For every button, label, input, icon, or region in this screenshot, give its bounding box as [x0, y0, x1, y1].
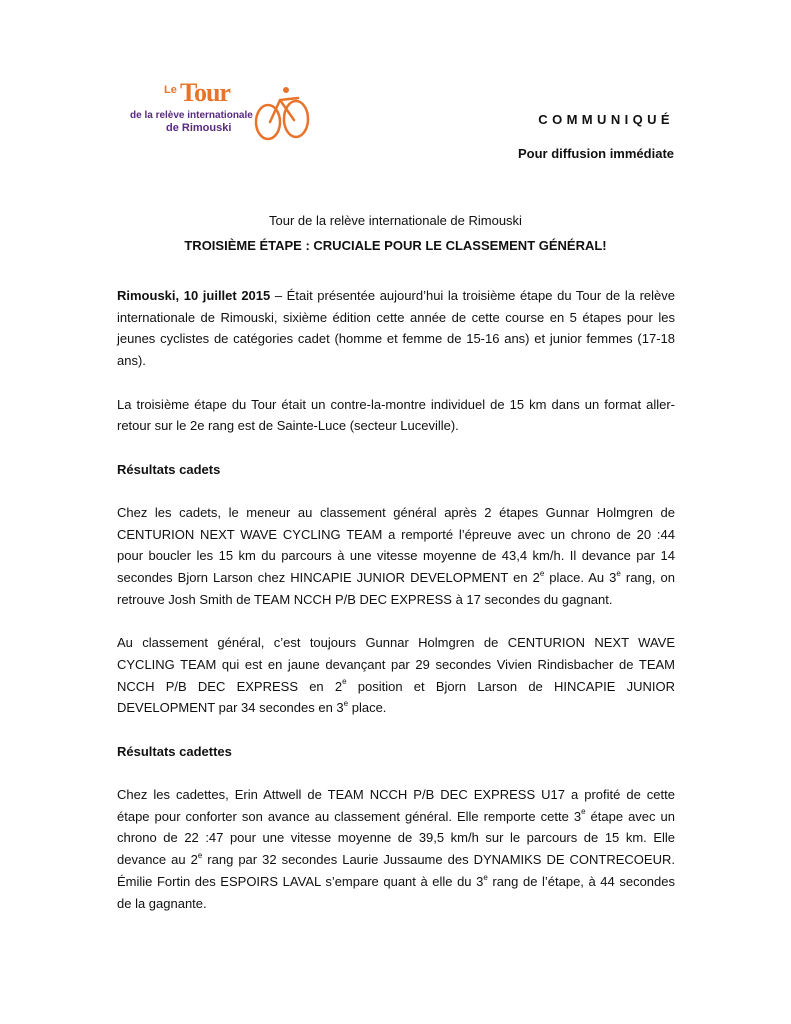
- superscript: e: [616, 568, 621, 578]
- text-run: rang de l’étape, à 44 secondes de la gagnante.: [117, 873, 675, 911]
- superscript: e: [342, 677, 347, 687]
- text-run: rang par 32 secondes Laurie Jussaume des DYNAMIKS DE CONTRECOEUR. Émilie Fortin des ESPOIRS LAVAL s’empare quant à elle du 3: [117, 852, 675, 889]
- communique-label: COMMUNIQUÉ: [538, 112, 674, 127]
- org-title: Tour de la relève internationale de Rimouski: [269, 213, 522, 228]
- cadets-paragraph-2: [117, 632, 675, 719]
- intro-text: – Était présentée aujourd’hui la troisième étape du Tour de la relève internationale de Rimouski, sixième édition cette année de cette course en 5 étapes pour les jeunes cyclistes de catégories cadet (homme et femme de 15-16 ans) et junior femmes (17-18 ans).: [117, 288, 675, 369]
- stage-description-paragraph: La troisième étape du Tour était un contre-la-montre individuel de 15 km dans un format aller-retour sur le 2e rang est de Sainte-Luce (secteur Luceville).: [117, 396, 675, 434]
- cadettes-heading: Résultats cadettes: [117, 743, 232, 759]
- article-body: [117, 285, 675, 914]
- superscript: e: [581, 807, 586, 817]
- dateline: Rimouski, 10 juillet 2015: [117, 288, 271, 303]
- logo-line2-text: de la relève internationale: [130, 110, 253, 121]
- cadets-heading: Résultats cadets: [117, 461, 221, 477]
- logo-le-text: Le: [164, 84, 177, 96]
- text-run: rang, on retrouve Josh Smith de TEAM NCCH P/B DEC EXPRESS à 17 secondes du gagnant.: [117, 570, 675, 607]
- superscript: e: [343, 698, 349, 708]
- tour-logo: [130, 80, 320, 148]
- superscript: e: [197, 850, 203, 860]
- text-run: position et Bjorn Larson de HINCAPIE JUNIOR DEVELOPMENT par 34 secondes en 3: [117, 678, 675, 716]
- superscript: e: [539, 568, 545, 578]
- text-run: place.: [348, 700, 387, 716]
- diffusion-label: Pour diffusion immédiate: [517, 146, 674, 161]
- text-run: place. Au 3: [544, 570, 617, 586]
- bicycle-icon: [250, 82, 314, 142]
- text-run: Chez les cadets, le meneur au classement général après 2 étapes Gunnar Holmgren de CENTURION NEXT WAVE CYCLING TEAM a remporté l’épreuve avec un chrono de 20 :44 pour boucler les 15 km du parcours à une vitesse moyenne de 43,4 km/h. Il devance par 14 secondes Bjorn Larson chez HINCAPIE JUNIOR DEVELOPMENT en 2: [117, 504, 675, 586]
- text-run: étape avec un chrono de 22 :47 pour une vitesse moyenne de 39,5 km/h sur le parcours de 15 km. Elle devance au 2: [117, 808, 675, 868]
- text-run: Au classement général, c’est toujours Gunnar Holmgren de CENTURION NEXT WAVE CYCLING TEAM qui est en jaune devançant par 29 secondes Vivien Rindisbacher de TEAM NCCH P/B DEC EXPRESS en 2: [117, 635, 675, 694]
- text-run: Chez les cadettes, Erin Attwell de TEAM NCCH P/B DEC EXPRESS U17 a profité de cette étape pour conforter son avance au classement général. Elle remporte cette 3: [117, 787, 675, 824]
- headline: TROISIÈME ÉTAPE : CRUCIALE POUR LE CLASSEMENT GÉNÉRAL!: [184, 238, 607, 253]
- logo-line3-text: de Rimouski: [166, 122, 232, 134]
- cadettes-paragraph-1: [117, 784, 675, 914]
- superscript: e: [483, 872, 488, 882]
- logo-tour-text: Tour: [180, 78, 230, 107]
- cadets-paragraph-1: [117, 502, 675, 611]
- intro-paragraph: [117, 285, 675, 372]
